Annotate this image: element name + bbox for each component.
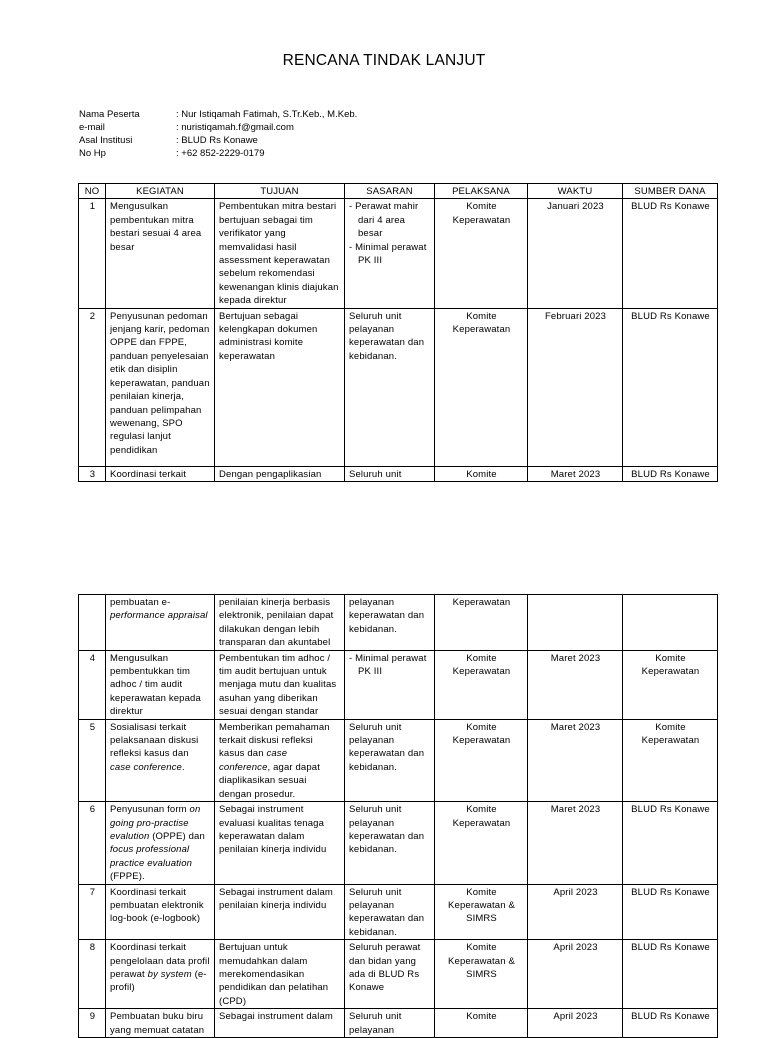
cell-tujuan: Dengan pengaplikasian (215, 466, 345, 481)
info-label: Nama Peserta (79, 109, 140, 120)
info-value: : BLUD Rs Konawe (176, 135, 258, 146)
cell-tujuan: Sebagai instrument evaluasi kualitas tenaga keperawatan dalam penilaian kinerja individu (215, 802, 345, 884)
cell-no: 2 (79, 308, 106, 466)
cell-sasaran: Seluruh perawat dan bidan yang ada di BLUD Rs Konawe (345, 940, 435, 1009)
text-fragment: case conference (110, 761, 182, 773)
cell-no: 8 (79, 940, 106, 1009)
table-row (79, 1009, 718, 1038)
cell-no (79, 595, 106, 651)
cell-waktu: Januari 2023 (528, 199, 623, 308)
cell-kegiatan: Penyusunan pedoman jenjang karir, pedoman OPPE dan FPPE, panduan penyelesaian etik dan disiplin keperawatan, panduan penilaian kinerja, panduan pelimpahan wewenang, SPO regulasi lanjut pendidikan (106, 308, 215, 466)
cell-pelaksana: Komite Keperawatan (435, 199, 528, 308)
cell-sumber-dana: BLUD Rs Konawe (623, 466, 718, 481)
cell-sasaran (345, 199, 435, 308)
cell-kegiatan (106, 940, 215, 1009)
table-header-row (79, 184, 718, 199)
table-row (79, 884, 718, 940)
cell-pelaksana: Komite (435, 1009, 528, 1038)
table-row (79, 595, 718, 651)
cell-tujuan: Pembentukan mitra bestari bertujuan sebagai tim verifikator yang memvalidasi hasil assessment keperawatan sebelum rekomendasi kewenangan klinis diajukan kepada direktur (215, 199, 345, 308)
action-plan-table-continued (78, 594, 718, 1038)
cell-pelaksana: Komite Keperawatan & SIMRS (435, 940, 528, 1009)
info-row-institution (79, 134, 357, 147)
cell-sumber-dana: BLUD Rs Konawe (623, 308, 718, 466)
cell-kegiatan: Koordinasi terkait pembuatan elektronik log-book (e-logbook) (106, 884, 215, 940)
info-row-name (79, 108, 357, 121)
cell-kegiatan (106, 719, 215, 801)
text-fragment: performance appraisal (110, 610, 208, 622)
cell-tujuan: Sebagai instrument dalam (215, 1009, 345, 1038)
cell-kegiatan: Mengusulkan pembentukkan tim adhoc / tim audit keperawatan kepada direktur (106, 650, 215, 719)
cell-pelaksana: Komite Keperawatan (435, 308, 528, 466)
cell-waktu: Maret 2023 (528, 719, 623, 801)
header-kegiatan: KEGIATAN (106, 184, 215, 199)
cell-pelaksana: Keperawatan (435, 595, 528, 651)
table-row (79, 308, 718, 466)
cell-sumber-dana: BLUD Rs Konawe (623, 802, 718, 884)
cell-pelaksana: Komite Keperawatan (435, 719, 528, 801)
participant-info (79, 108, 357, 160)
cell-sumber-dana: BLUD Rs Konawe (623, 884, 718, 940)
cell-sasaran: Seluruh unit (345, 466, 435, 481)
cell-tujuan: Bertujuan untuk memudahkan dalam merekomendasikan pendidikan dan pelatihan (CPD) (215, 940, 345, 1009)
document-title: RENCANA TINDAK LANJUT (282, 52, 486, 69)
cell-pelaksana: Komite (435, 466, 528, 481)
info-value: : Nur Istiqamah Fatimah, S.Tr.Keb., M.Keb. (176, 109, 358, 120)
cell-sasaran: Seluruh unit pelayanan keperawatan dan kebidanan. (345, 719, 435, 801)
text-fragment: pembuatan e- (110, 597, 171, 608)
text-fragment: Memberikan pemahaman terkait diskusi refleksi kasus dan (219, 721, 330, 760)
cell-sasaran: Seluruh unit pelayanan keperawatan dan kebidanan. (345, 308, 435, 466)
cell-tujuan: penilaian kinerja berbasis elektronik, penilaian dapat dilakukan dengan lebih transparan dan akuntabel (215, 595, 345, 651)
cell-no: 1 (79, 199, 106, 308)
header-sasaran: SASARAN (345, 184, 435, 199)
cell-tujuan: Pembentukan tim adhoc / tim audit bertujuan untuk menjaga mutu dan kualitas asuhan yang diberikan sesuai dengan standar (215, 650, 345, 719)
info-label: No Hp (79, 148, 106, 159)
sasaran-list (349, 652, 431, 679)
text-fragment: on going pro-practise evalution (110, 804, 201, 842)
header-tujuan: TUJUAN (215, 184, 345, 199)
info-row-email (79, 121, 357, 134)
list-item: - Minimal perawat PK III (349, 241, 431, 268)
list-item: - Minimal perawat PK III (349, 652, 431, 679)
cell-pelaksana: Komite Keperawatan & SIMRS (435, 884, 528, 940)
text-fragment: Penyusunan form (110, 804, 187, 816)
info-label: e-mail (79, 122, 105, 133)
text-fragment: (OPPE) dan (152, 830, 205, 842)
cell-sasaran: Seluruh unit pelayanan keperawatan dan kebidanan. (345, 802, 435, 884)
cell-tujuan (215, 719, 345, 801)
info-row-phone (79, 147, 357, 160)
cell-sumber-dana: Komite Keperawatan (623, 650, 718, 719)
table-row (79, 940, 718, 1009)
cell-tujuan: Bertujuan sebagai kelengkapan dokumen administrasi komite keperawatan (215, 308, 345, 466)
table-row (79, 802, 718, 884)
cell-waktu: Februari 2023 (528, 308, 623, 466)
text-fragment: , agar dapat diaplikasikan sesuai dengan prosedur. (219, 761, 321, 800)
cell-sasaran: Seluruh unit pelayanan keperawatan dan kebidanan. (345, 884, 435, 940)
table-row (79, 650, 718, 719)
text-fragment: . (181, 761, 185, 773)
cell-waktu: April 2023 (528, 940, 623, 1009)
text-fragment: focus professional practice evaluation (110, 844, 193, 869)
sasaran-list (349, 200, 431, 267)
cell-waktu: April 2023 (528, 1009, 623, 1038)
cell-no: 3 (79, 466, 106, 481)
cell-sumber-dana: BLUD Rs Konawe (623, 1009, 718, 1038)
action-plan-table (78, 183, 718, 482)
cell-sumber-dana (623, 595, 718, 651)
cell-kegiatan (106, 595, 215, 651)
cell-waktu (528, 595, 623, 651)
header-waktu: WAKTU (528, 184, 623, 199)
cell-tujuan: Sebagai instrument dalam penilaian kinerja individu (215, 884, 345, 940)
text-fragment: Koordinasi terkait pengelolaan data profil perawat (110, 942, 210, 980)
cell-no: 9 (79, 1009, 106, 1038)
cell-pelaksana: Komite Keperawatan (435, 650, 528, 719)
cell-no: 6 (79, 802, 106, 884)
cell-pelaksana: Komite Keperawatan (435, 802, 528, 884)
cell-sasaran: pelayanan keperawatan dan kebidanan. (345, 595, 435, 651)
table-row (79, 199, 718, 308)
text-fragment: (e-profil) (110, 968, 207, 994)
text-fragment: case conference (219, 748, 288, 773)
cell-no: 4 (79, 650, 106, 719)
info-label: Asal Institusi (79, 135, 133, 146)
cell-sasaran (345, 650, 435, 719)
text-fragment: Sosialisasi terkait pelaksanaan diskusi refleksi kasus dan (110, 721, 199, 760)
cell-sasaran: Seluruh unit pelayanan (345, 1009, 435, 1038)
cell-no: 5 (79, 719, 106, 801)
table-row (79, 719, 718, 801)
info-value: : nuristiqamah.f@gmail.com (176, 122, 294, 133)
cell-sumber-dana: BLUD Rs Konawe (623, 199, 718, 308)
cell-waktu: Maret 2023 (528, 802, 623, 884)
header-pelaksana: PELAKSANA (435, 184, 528, 199)
cell-kegiatan: Koordinasi terkait (106, 466, 215, 481)
cell-waktu: April 2023 (528, 884, 623, 940)
cell-sumber-dana: BLUD Rs Konawe (623, 940, 718, 1009)
text-fragment: by system (147, 968, 192, 980)
info-value: : +62 852-2229-0179 (176, 148, 265, 159)
cell-waktu: Maret 2023 (528, 650, 623, 719)
text-fragment: (FPPE). (110, 871, 145, 883)
header-sumber-dana: SUMBER DANA (623, 184, 718, 199)
cell-kegiatan (106, 802, 215, 884)
cell-no: 7 (79, 884, 106, 940)
cell-sumber-dana: Komite Keperawatan (623, 719, 718, 801)
cell-kegiatan: Pembuatan buku biru yang memuat catatan (106, 1009, 215, 1038)
table-row (79, 466, 718, 481)
header-no: NO (79, 184, 106, 199)
cell-waktu: Maret 2023 (528, 466, 623, 481)
list-item: - Perawat mahir dari 4 area besar (349, 200, 431, 240)
cell-kegiatan: Mengusulkan pembentukan mitra bestari sesuai 4 area besar (106, 199, 215, 308)
